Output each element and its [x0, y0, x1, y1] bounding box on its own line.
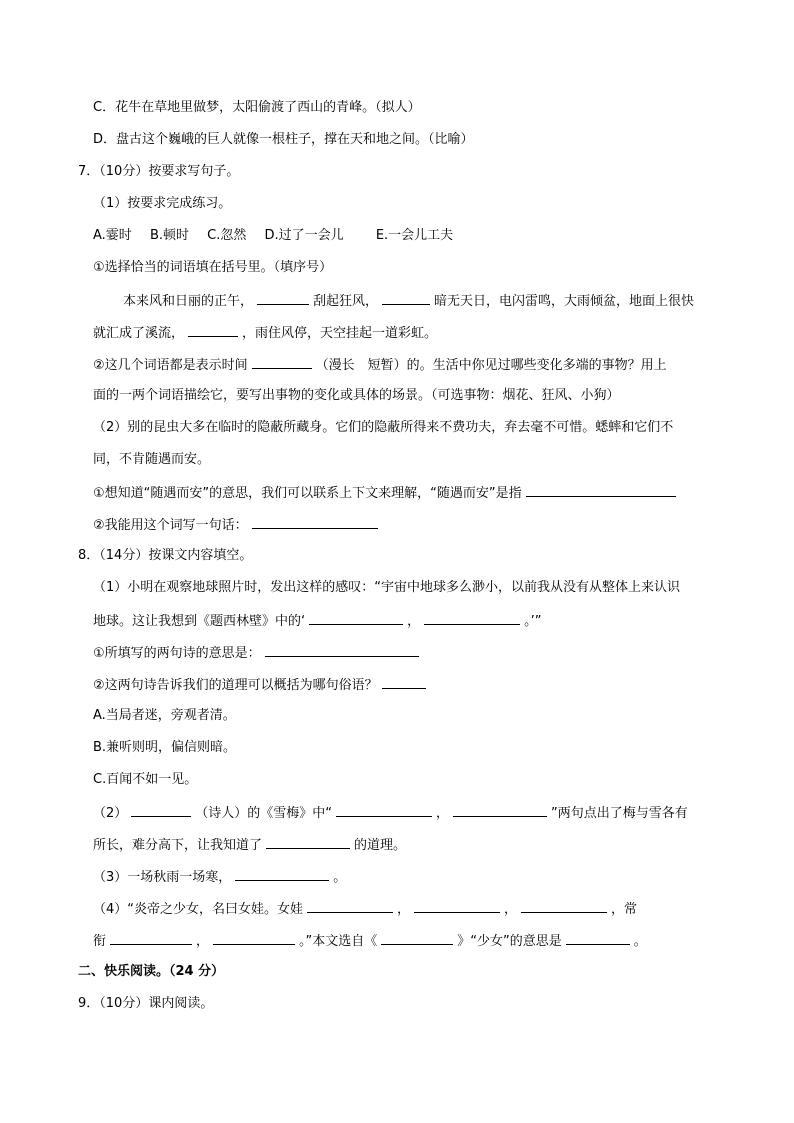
question-8-heading: 8．（14分）按课文内容填空。 — [78, 548, 253, 563]
blank[interactable] — [382, 674, 426, 689]
q8-part-2-line-2: 所长，难分高下，让我知道了 的道理。 — [93, 834, 724, 854]
blank[interactable] — [381, 930, 453, 945]
proverb-option-b: B.兼听则明，偏信则暗。 — [93, 740, 237, 755]
passage-line-1: 本来风和日丽的正午， 刮起狂风， 暗无天日，电闪雷鸣，大雨倾盆，地面上很快 — [123, 290, 724, 310]
instruction-fill-blanks: ①选择恰当的词语填在括号里。（填序号） — [93, 260, 333, 275]
q7-sub-2-line-2: 面的一两个词语描绘它，要写出事物的变化或具体的场景。（可选事物：烟花、狂风、小狗） — [93, 388, 620, 403]
q7-understand-line: ①想知道“随遇而安”的意思，我们可以联系上下文来理解，“随遇而安”是指 — [93, 482, 724, 502]
proverb-option-c: C.百闻不如一见。 — [93, 772, 198, 787]
proverb-option-a: A.当局者迷，旁观者清。 — [93, 708, 236, 723]
blank[interactable] — [424, 610, 520, 625]
q8-part-4-line-1: （4）“炎帝之少女，名曰女娃。女娃 ， ， ，常 — [93, 898, 724, 918]
q7-sentence-line: ②我能用这个词写一句话： — [93, 514, 724, 534]
blank[interactable] — [414, 898, 500, 913]
blank[interactable] — [382, 290, 430, 305]
word-choices: A.霎时 B.顿时 C.忽然 D.过了一会儿 E.一会儿工夫 — [93, 228, 454, 243]
section-2-heading: 二、快乐阅读。（24 分） — [78, 964, 225, 979]
q7-part-2-line-2: 同，不肯随遇而安。 — [93, 452, 211, 467]
blank[interactable] — [307, 898, 393, 913]
blank[interactable] — [110, 930, 192, 945]
q7-sub-2-line-1: ②这几个词语都是表示时间 （漫长 短暂）的。生活中你见过哪些变化多端的事物？用上 — [93, 354, 724, 374]
blank[interactable] — [309, 610, 403, 625]
blank[interactable] — [526, 482, 676, 497]
question-9-heading: 9．（10分）课内阅读。 — [78, 996, 214, 1011]
blank[interactable] — [566, 930, 630, 945]
blank[interactable] — [453, 802, 547, 817]
blank[interactable] — [252, 354, 312, 369]
option-c: C．花牛在草地里做梦，太阳偷渡了西山的青峰。（拟人） — [93, 100, 421, 115]
option-d: D．盘古这个巍峨的巨人就像一根柱子，撑在天和地之间。（比喻） — [93, 132, 474, 147]
q8-part-1-line-1: （1）小明在观察地球照片时，发出这样的感叹：“宇宙中地球多么渺小，以前我从没有从整体上来认识 — [93, 580, 681, 595]
blank[interactable] — [336, 802, 432, 817]
question-7-heading: 7．（10分）按要求写句子。 — [78, 164, 240, 179]
blank[interactable] — [235, 866, 329, 881]
blank[interactable] — [131, 802, 191, 817]
q8-part-2-line-1: （2） （诗人）的《雪梅》中“ ， ”两句点出了梅与雪各有 — [93, 802, 724, 822]
blank[interactable] — [521, 898, 607, 913]
q7-part-2-line-1: （2）别的昆虫大多在临时的隐蔽所藏身。它们的隐蔽所得来不费功夫，弃去毫不可惜。蟋蟀和它们不 — [93, 420, 674, 435]
q8-part-4-line-2: 衔 ， 。”本文选自《 》“少女”的意思是 。 — [93, 930, 724, 950]
passage-line-2: 就汇成了溪流， ，雨住风停，天空挂起一道彩虹。 — [93, 322, 724, 342]
q8-proverb-line: ②这两句诗告诉我们的道理可以概括为哪句俗语？ — [93, 674, 724, 694]
blank[interactable] — [213, 930, 295, 945]
blank[interactable] — [266, 834, 350, 849]
blank[interactable] — [188, 322, 238, 337]
q7-part-1: （1）按要求完成练习。 — [93, 196, 232, 211]
q8-meaning-line: ①所填写的两句诗的意思是： — [93, 642, 724, 662]
blank[interactable] — [257, 290, 309, 305]
blank[interactable] — [252, 514, 378, 529]
q8-part-3: （3）一场秋雨一场寒， 。 — [93, 866, 724, 886]
blank[interactable] — [265, 642, 419, 657]
q8-part-1-line-2: 地球。这让我想到《题西林壁》中的‘ ， 。’” — [93, 610, 724, 630]
